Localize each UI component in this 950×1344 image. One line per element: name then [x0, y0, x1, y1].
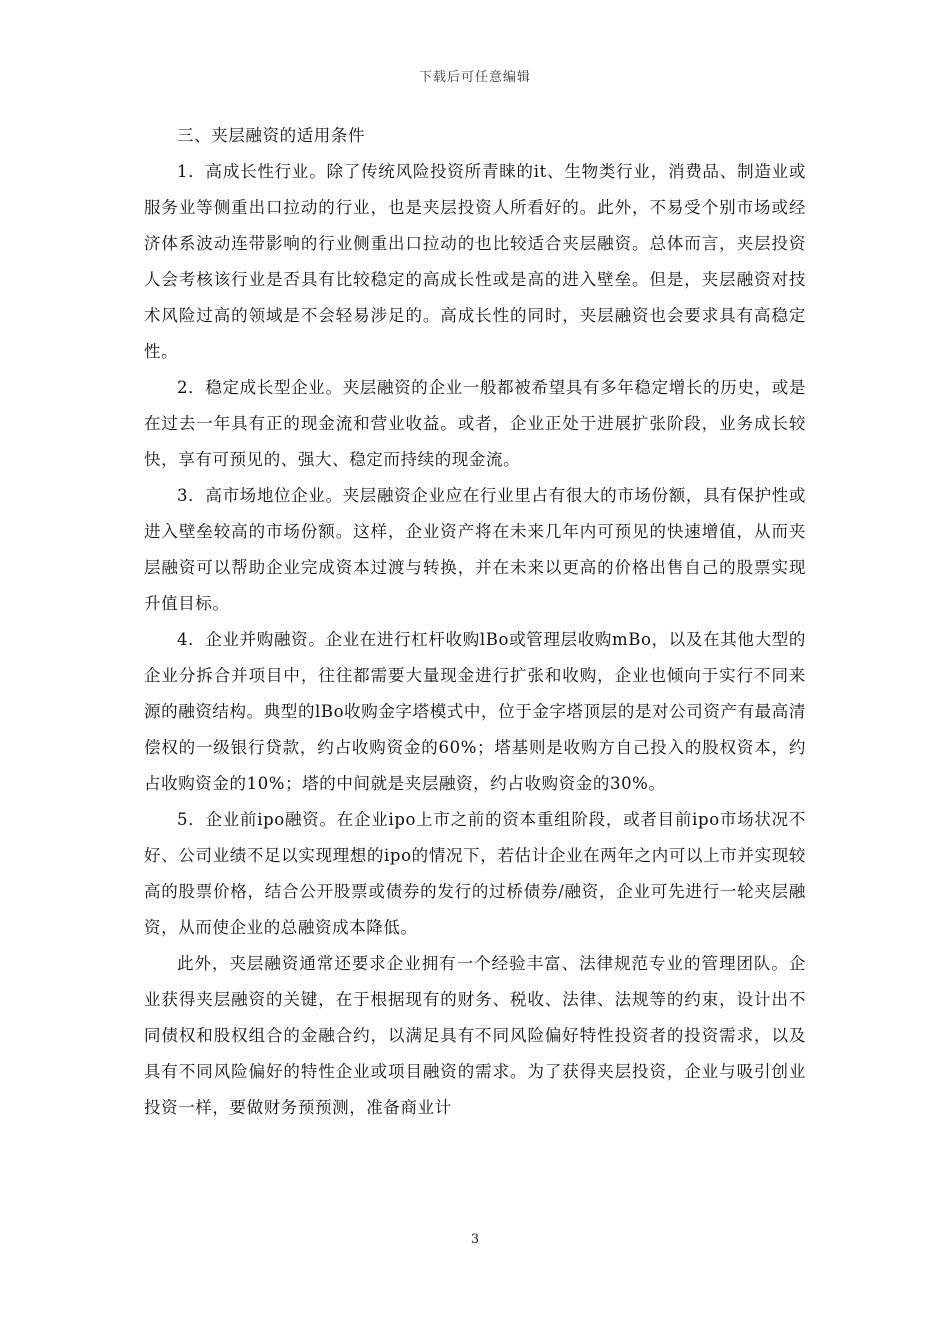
document-body — [144, 118, 806, 1126]
paragraph-5: 5．企业前ipo融资。在企业ipo上市之前的资本重组阶段，或者目前ipo市场状况不好、公司业绩不足以实现理想的ipo的情况下，若估计企业在两年之内可以上市并实现较高的股票价格，结合公开股票或债券的发行的过桥债券/融资，企业可先进行一轮夹层融资，从而使企业的总融资成本降低。 — [144, 810, 806, 937]
paragraph-4: 4．企业并购融资。企业在进行杠杆收购lBo或管理层收购mBo，以及在其他大型的企业分拆合并项目中，往往都需要大量现金进行扩张和收购，企业也倾向于实行不同来源的融资结构。典型的lBo收购金字塔模式中，位于金字塔顶层的是对公司资产有最高清偿权的一级银行贷款，约占收购资金的60%；塔基则是收购方自己投入的股权资本，约占收购资金的10%；塔的中间就是夹层融资，约占收购资金的30%。 — [144, 630, 806, 793]
paragraph-2: 2．稳定成长型企业。夹层融资的企业一般都被希望具有多年稳定增长的历史，或是在过去一年具有正的现金流和营业收益。或者，企业正处于进展扩张阶段，业务成长较快，享有可预见的、强大、稳定而持续的现金流。 — [144, 378, 806, 469]
page-number: 3 — [470, 1232, 480, 1247]
paragraph-3: 3．高市场地位企业。夹层融资企业应在行业里占有很大的市场份额，具有保护性或进入壁垒较高的市场份额。这样，企业资产将在未来几年内可预见的快速增值，从而夹层融资可以帮助企业完成资本过渡与转换，并在未来以更高的价格出售自己的股票实现升值目标。 — [144, 486, 806, 613]
paragraph-1: 1．高成长性行业。除了传统风险投资所青睐的it、生物类行业，消费品、制造业或服务业等侧重出口拉动的行业，也是夹层投资人所看好的。此外，不易受个别市场或经济体系波动连带影响的行业侧重出口拉动的也比较适合夹层融资。总体而言，夹层投资人会考核该行业是否具有比较稳定的高成长性或是高的进入壁垒。但是，夹层融资对技术风险过高的领域是不会轻易涉足的。高成长性的同时，夹层融资也会要求具有高稳定性。 — [144, 162, 806, 361]
paragraph-6: 此外，夹层融资通常还要求企业拥有一个经验丰富、法律规范专业的管理团队。企业获得夹层融资的关键，在于根据现有的财务、税收、法律、法规等的约束，设计出不同债权和股权组合的金融合约，以满足具有不同风险偏好特性投资者的投资需求，以及具有不同风险偏好的特性企业或项目融资的需求。为了获得夹层投资，企业与吸引创业投资一样，要做财务预预测，准备商业计 — [144, 954, 806, 1117]
page-header: 下载后可任意编辑 — [418, 70, 531, 85]
section-heading: 三、夹层融资的适用条件 — [177, 126, 366, 145]
